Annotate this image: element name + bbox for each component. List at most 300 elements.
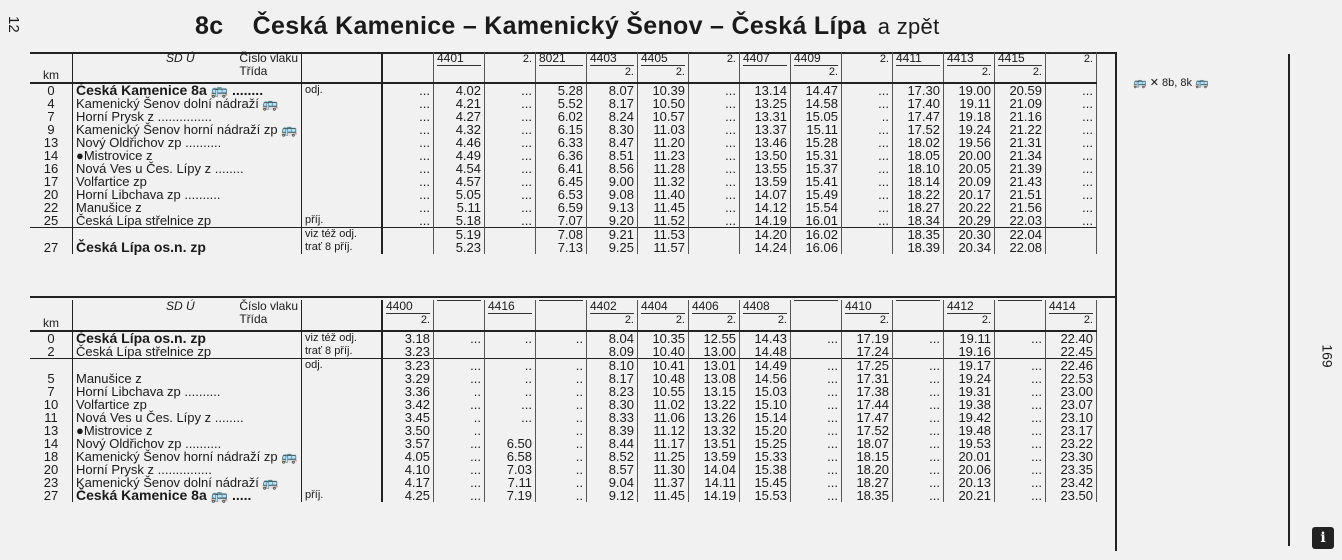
- time-cell: [382, 228, 434, 242]
- time-cell: 3.29: [382, 372, 434, 385]
- station-name: Kamenický Šenov horní nádraží zp 🚌: [73, 123, 302, 136]
- time-cell: 21.34: [995, 149, 1046, 162]
- time-cell: ...: [791, 450, 842, 463]
- time-cell: 9.20: [587, 214, 638, 228]
- time-cell: 19.24: [944, 123, 995, 136]
- train-column-header: [842, 300, 893, 331]
- time-cell: ...: [1046, 175, 1097, 188]
- time-cell: 19.16: [944, 345, 995, 359]
- km-cell: 20: [30, 463, 73, 476]
- time-cell: 14.04: [689, 463, 740, 476]
- time-cell: 13.50: [740, 149, 791, 162]
- station-name: Horní Libchava zp ..........: [73, 385, 302, 398]
- station-name: Kamenický Šenov horní nádraží zp 🚌: [73, 450, 302, 463]
- time-cell: 13.31: [740, 110, 791, 123]
- time-cell: ...: [1046, 214, 1097, 228]
- time-cell: 17.19: [842, 331, 893, 345]
- time-cell: [485, 241, 536, 254]
- time-cell: ...: [893, 424, 944, 437]
- station-name: Manušice z: [73, 372, 302, 385]
- time-cell: ...: [893, 450, 944, 463]
- time-cell: 15.53: [740, 489, 791, 502]
- time-cell: 15.11: [791, 123, 842, 136]
- time-cell: ...: [995, 411, 1046, 424]
- km-cell: 13: [30, 424, 73, 437]
- time-cell: 11.45: [638, 201, 689, 214]
- train-number: 4414: [1049, 300, 1093, 314]
- table-row: [30, 241, 1097, 254]
- time-cell: 18.34: [893, 214, 944, 228]
- train-column-header: [1046, 300, 1097, 331]
- time-cell: 20.01: [944, 450, 995, 463]
- km-cell: 11: [30, 411, 73, 424]
- time-cell: 19.18: [944, 110, 995, 123]
- time-cell: ...: [995, 372, 1046, 385]
- time-cell: 19.56: [944, 136, 995, 149]
- station-name: ●Mistrovice z: [73, 149, 302, 162]
- km-cell: 0: [30, 83, 73, 97]
- km-cell: 14: [30, 437, 73, 450]
- time-cell: 8.23: [587, 385, 638, 398]
- time-cell: 17.47: [842, 411, 893, 424]
- time-cell: ...: [791, 372, 842, 385]
- cislo-label: Číslo vlaku: [239, 299, 298, 313]
- time-cell: ...: [995, 437, 1046, 450]
- time-cell: 12.55: [689, 331, 740, 345]
- time-cell: 5.11: [434, 201, 485, 214]
- time-cell: ...: [382, 188, 434, 201]
- time-cell: 6.33: [536, 136, 587, 149]
- time-cell: ...: [893, 476, 944, 489]
- time-cell: ...: [434, 372, 485, 385]
- time-cell: 14.20: [740, 228, 791, 242]
- time-cell: 8.47: [587, 136, 638, 149]
- time-cell: ...: [689, 83, 740, 97]
- time-cell: 17.30: [893, 83, 944, 97]
- station-name: Nová Ves u Čes. Lípy z ........: [73, 411, 302, 424]
- time-cell: 18.39: [893, 241, 944, 254]
- time-cell: ..: [536, 424, 587, 437]
- train-class: 2.: [624, 314, 634, 326]
- time-cell: 9.04: [587, 476, 638, 489]
- row-note: [302, 437, 383, 450]
- time-cell: 11.20: [638, 136, 689, 149]
- km-cell: 16: [30, 162, 73, 175]
- km-cell: 9: [30, 123, 73, 136]
- row-note: trať 8 příj.: [302, 241, 383, 254]
- time-cell: 23.30: [1046, 450, 1097, 463]
- time-cell: ...: [434, 476, 485, 489]
- time-cell: ...: [1046, 162, 1097, 175]
- time-cell: 18.15: [842, 450, 893, 463]
- time-cell: ...: [689, 188, 740, 201]
- timetable-top: [30, 52, 1097, 254]
- train-class: 2.: [1032, 66, 1042, 78]
- time-cell: ...: [1046, 201, 1097, 214]
- time-cell: 11.17: [638, 437, 689, 450]
- time-cell: 13.15: [689, 385, 740, 398]
- km-cell: 23: [30, 476, 73, 489]
- time-cell: [689, 241, 740, 254]
- time-cell: 14.47: [791, 83, 842, 97]
- time-cell: 19.31: [944, 385, 995, 398]
- time-cell: 17.31: [842, 372, 893, 385]
- time-cell: 15.03: [740, 385, 791, 398]
- time-cell: 11.25: [638, 450, 689, 463]
- time-cell: 3.50: [382, 424, 434, 437]
- time-cell: 3.45: [382, 411, 434, 424]
- train-class: 2.: [726, 53, 736, 65]
- time-cell: [1046, 228, 1097, 242]
- time-cell: ...: [842, 201, 893, 214]
- route-tail: a zpět: [877, 14, 940, 39]
- train-class: 2.: [420, 314, 430, 326]
- time-cell: 10.48: [638, 372, 689, 385]
- train-column-header: [944, 52, 995, 83]
- legend: 🚌 ✕ 8b, 8k 🚌: [1133, 77, 1209, 89]
- time-cell: ...: [382, 214, 434, 228]
- time-cell: 8.39: [587, 424, 638, 437]
- time-cell: [485, 228, 536, 242]
- time-cell: 21.09: [995, 97, 1046, 110]
- train-number: 4400: [386, 300, 430, 314]
- time-cell: ...: [689, 201, 740, 214]
- time-cell: 18.27: [842, 476, 893, 489]
- time-cell: 9.12: [587, 489, 638, 502]
- time-cell: 13.59: [689, 450, 740, 463]
- header-row: [30, 52, 1097, 83]
- train-class: 2.: [675, 66, 685, 78]
- train-number: [794, 300, 838, 301]
- time-cell: [791, 345, 842, 359]
- time-cell: 21.22: [995, 123, 1046, 136]
- train-number: 4416: [488, 300, 532, 314]
- time-cell: 8.04: [587, 331, 638, 345]
- time-cell: 23.00: [1046, 385, 1097, 398]
- time-cell: 20.30: [944, 228, 995, 242]
- time-cell: ...: [995, 359, 1046, 373]
- train-number: 4413: [947, 52, 991, 66]
- time-cell: 22.45: [1046, 345, 1097, 359]
- row-note: odj.: [302, 359, 383, 373]
- time-cell: 20.29: [944, 214, 995, 228]
- time-cell: 7.08: [536, 228, 587, 242]
- time-cell: ...: [382, 149, 434, 162]
- time-cell: 20.22: [944, 201, 995, 214]
- header-row: [30, 300, 1097, 331]
- row-note: příj.: [302, 489, 383, 502]
- time-cell: ...: [791, 437, 842, 450]
- time-cell: ...: [485, 162, 536, 175]
- right-panel: [1116, 54, 1290, 546]
- train-number: [437, 300, 481, 301]
- time-cell: ...: [434, 437, 485, 450]
- time-cell: 4.57: [434, 175, 485, 188]
- station-name: Horní Prysk z ...............: [73, 110, 302, 123]
- train-number: 8021: [539, 52, 583, 66]
- time-cell: 16.01: [791, 214, 842, 228]
- row-note: [302, 97, 383, 110]
- table-row: [30, 83, 1097, 97]
- time-cell: ...: [434, 398, 485, 411]
- train-column-header: [536, 52, 587, 83]
- time-cell: 15.05: [791, 110, 842, 123]
- train-column-header: [536, 300, 587, 331]
- time-cell: 18.07: [842, 437, 893, 450]
- time-cell: 8.30: [587, 123, 638, 136]
- time-cell: 8.17: [587, 97, 638, 110]
- time-cell: 14.19: [689, 489, 740, 502]
- time-cell: ...: [791, 411, 842, 424]
- time-cell: 13.00: [689, 345, 740, 359]
- row-note: [302, 450, 383, 463]
- time-cell: 19.53: [944, 437, 995, 450]
- time-cell: 20.00: [944, 149, 995, 162]
- time-cell: ..: [434, 385, 485, 398]
- train-number: 4405: [641, 52, 685, 66]
- time-cell: 6.36: [536, 149, 587, 162]
- time-cell: ...: [689, 149, 740, 162]
- time-cell: ...: [842, 175, 893, 188]
- station-name: Česká Lípa střelnice zp: [73, 214, 302, 228]
- time-cell: 11.40: [638, 188, 689, 201]
- train-label: [239, 52, 298, 78]
- info-button[interactable]: i: [1312, 527, 1334, 549]
- km-cell: 27: [30, 241, 73, 254]
- time-cell: 11.32: [638, 175, 689, 188]
- time-cell: ...: [485, 214, 536, 228]
- time-cell: ..: [536, 437, 587, 450]
- time-cell: 15.28: [791, 136, 842, 149]
- time-cell: 20.05: [944, 162, 995, 175]
- train-class: 2.: [828, 66, 838, 78]
- time-cell: ...: [791, 489, 842, 502]
- time-cell: ..: [536, 411, 587, 424]
- time-cell: ...: [434, 489, 485, 502]
- time-cell: 13.55: [740, 162, 791, 175]
- time-cell: ...: [842, 214, 893, 228]
- side-page-number: 169: [1319, 344, 1336, 368]
- time-cell: ...: [434, 463, 485, 476]
- time-cell: ..: [536, 476, 587, 489]
- time-cell: 9.13: [587, 201, 638, 214]
- time-cell: 8.07: [587, 83, 638, 97]
- time-cell: ..: [536, 385, 587, 398]
- time-cell: 23.42: [1046, 476, 1097, 489]
- km-cell: 7: [30, 385, 73, 398]
- time-cell: 13.51: [689, 437, 740, 450]
- time-cell: ...: [434, 331, 485, 345]
- train-column-header: [382, 52, 434, 83]
- time-cell: 8.10: [587, 359, 638, 373]
- time-cell: ...: [382, 162, 434, 175]
- time-cell: 15.25: [740, 437, 791, 450]
- station-name: Česká Lípa os.n. zp: [73, 331, 302, 345]
- table-row: [30, 331, 1097, 345]
- train-number: 4406: [692, 300, 736, 314]
- row-note: [302, 123, 383, 136]
- time-cell: ...: [382, 97, 434, 110]
- table-row: [30, 345, 1097, 359]
- time-cell: 3.18: [382, 331, 434, 345]
- train-class: 2.: [879, 53, 889, 65]
- train-column-header: [638, 300, 689, 331]
- time-cell: 23.22: [1046, 437, 1097, 450]
- km-cell: 20: [30, 188, 73, 201]
- time-cell: [689, 228, 740, 242]
- time-cell: 8.52: [587, 450, 638, 463]
- time-cell: 14.56: [740, 372, 791, 385]
- time-cell: 19.24: [944, 372, 995, 385]
- train-number: 4408: [743, 300, 787, 314]
- train-column-header: [842, 52, 893, 83]
- row-note: příj.: [302, 214, 383, 228]
- train-class: 2.: [981, 314, 991, 326]
- time-cell: 14.43: [740, 331, 791, 345]
- station-header: [73, 52, 302, 83]
- time-cell: 5.28: [536, 83, 587, 97]
- time-cell: 4.49: [434, 149, 485, 162]
- row-note: [302, 463, 383, 476]
- time-cell: ..: [485, 359, 536, 373]
- time-cell: 15.10: [740, 398, 791, 411]
- train-column-header: [638, 52, 689, 83]
- km-header: km: [30, 52, 73, 83]
- train-column-header: [485, 300, 536, 331]
- time-cell: 9.00: [587, 175, 638, 188]
- time-cell: 15.31: [791, 149, 842, 162]
- row-note: [302, 424, 383, 437]
- time-cell: 4.02: [434, 83, 485, 97]
- time-cell: ..: [536, 331, 587, 345]
- table-row: [30, 489, 1097, 502]
- train-column-header: [689, 300, 740, 331]
- km-cell: 7: [30, 110, 73, 123]
- time-cell: 18.10: [893, 162, 944, 175]
- time-cell: 13.46: [740, 136, 791, 149]
- time-cell: 4.05: [382, 450, 434, 463]
- time-cell: 19.11: [944, 97, 995, 110]
- train-class: 2.: [981, 66, 991, 78]
- time-cell: 7.11: [485, 476, 536, 489]
- train-class: 2.: [777, 314, 787, 326]
- time-cell: 19.17: [944, 359, 995, 373]
- time-cell: 15.20: [740, 424, 791, 437]
- time-cell: ...: [842, 123, 893, 136]
- time-cell: ...: [485, 398, 536, 411]
- time-cell: 13.37: [740, 123, 791, 136]
- time-cell: ..: [536, 398, 587, 411]
- station-name: Manušice z: [73, 201, 302, 214]
- time-cell: 11.28: [638, 162, 689, 175]
- time-cell: [382, 241, 434, 254]
- time-cell: 3.57: [382, 437, 434, 450]
- time-cell: ...: [485, 136, 536, 149]
- time-cell: 11.02: [638, 398, 689, 411]
- time-cell: [485, 345, 536, 359]
- time-cell: 4.54: [434, 162, 485, 175]
- train-column-header: [1046, 52, 1097, 83]
- time-cell: 21.16: [995, 110, 1046, 123]
- time-cell: 18.35: [842, 489, 893, 502]
- train-number: 4407: [743, 52, 787, 66]
- time-cell: ..: [536, 450, 587, 463]
- station-name: Česká Lípa střelnice zp: [73, 345, 302, 359]
- time-cell: [842, 228, 893, 242]
- time-cell: 18.22: [893, 188, 944, 201]
- km-cell: 17: [30, 175, 73, 188]
- time-cell: 18.02: [893, 136, 944, 149]
- time-cell: [893, 345, 944, 359]
- time-cell: 4.10: [382, 463, 434, 476]
- station-name: Česká Kamenice 8a 🚌 ........: [73, 83, 302, 97]
- train-class: 2.: [624, 66, 634, 78]
- time-cell: ...: [893, 437, 944, 450]
- train-number: 4404: [641, 300, 685, 314]
- time-cell: ...: [995, 476, 1046, 489]
- time-cell: ...: [995, 398, 1046, 411]
- time-cell: 19.00: [944, 83, 995, 97]
- time-cell: ..: [536, 463, 587, 476]
- train-column-header: [382, 300, 434, 331]
- train-class: 2.: [675, 314, 685, 326]
- time-cell: ...: [485, 188, 536, 201]
- time-cell: 23.50: [1046, 489, 1097, 502]
- time-cell: 7.19: [485, 489, 536, 502]
- time-cell: 4.17: [382, 476, 434, 489]
- time-cell: 15.41: [791, 175, 842, 188]
- train-column-header: [740, 300, 791, 331]
- time-cell: ...: [485, 83, 536, 97]
- time-cell: ...: [485, 110, 536, 123]
- time-cell: 22.53: [1046, 372, 1097, 385]
- time-cell: 13.08: [689, 372, 740, 385]
- time-cell: 17.47: [893, 110, 944, 123]
- time-cell: ...: [382, 123, 434, 136]
- time-cell: ..: [842, 110, 893, 123]
- km-cell: 0: [30, 331, 73, 345]
- time-cell: 6.53: [536, 188, 587, 201]
- time-cell: 16.06: [791, 241, 842, 254]
- time-cell: 4.27: [434, 110, 485, 123]
- time-cell: ..: [434, 424, 485, 437]
- time-cell: 22.40: [1046, 331, 1097, 345]
- time-cell: 17.52: [842, 424, 893, 437]
- time-cell: 19.38: [944, 398, 995, 411]
- time-cell: ...: [995, 385, 1046, 398]
- time-cell: ...: [842, 136, 893, 149]
- time-cell: ...: [842, 188, 893, 201]
- station-header: [73, 300, 302, 331]
- timetable-bottom: [30, 300, 1097, 502]
- time-cell: ...: [689, 110, 740, 123]
- time-cell: 3.42: [382, 398, 434, 411]
- time-cell: 6.45: [536, 175, 587, 188]
- row-note: [302, 149, 383, 162]
- km-header: km: [30, 300, 73, 331]
- train-column-header: [689, 52, 740, 83]
- cislo-label: Číslo vlaku: [239, 51, 298, 65]
- time-cell: 21.39: [995, 162, 1046, 175]
- time-cell: 8.57: [587, 463, 638, 476]
- time-cell: [434, 345, 485, 359]
- row-note: [302, 110, 383, 123]
- time-cell: 11.30: [638, 463, 689, 476]
- train-number: 4409: [794, 52, 838, 66]
- row-note: trať 8 příj.: [302, 345, 383, 359]
- time-cell: 8.09: [587, 345, 638, 359]
- page-number: 12: [5, 16, 22, 33]
